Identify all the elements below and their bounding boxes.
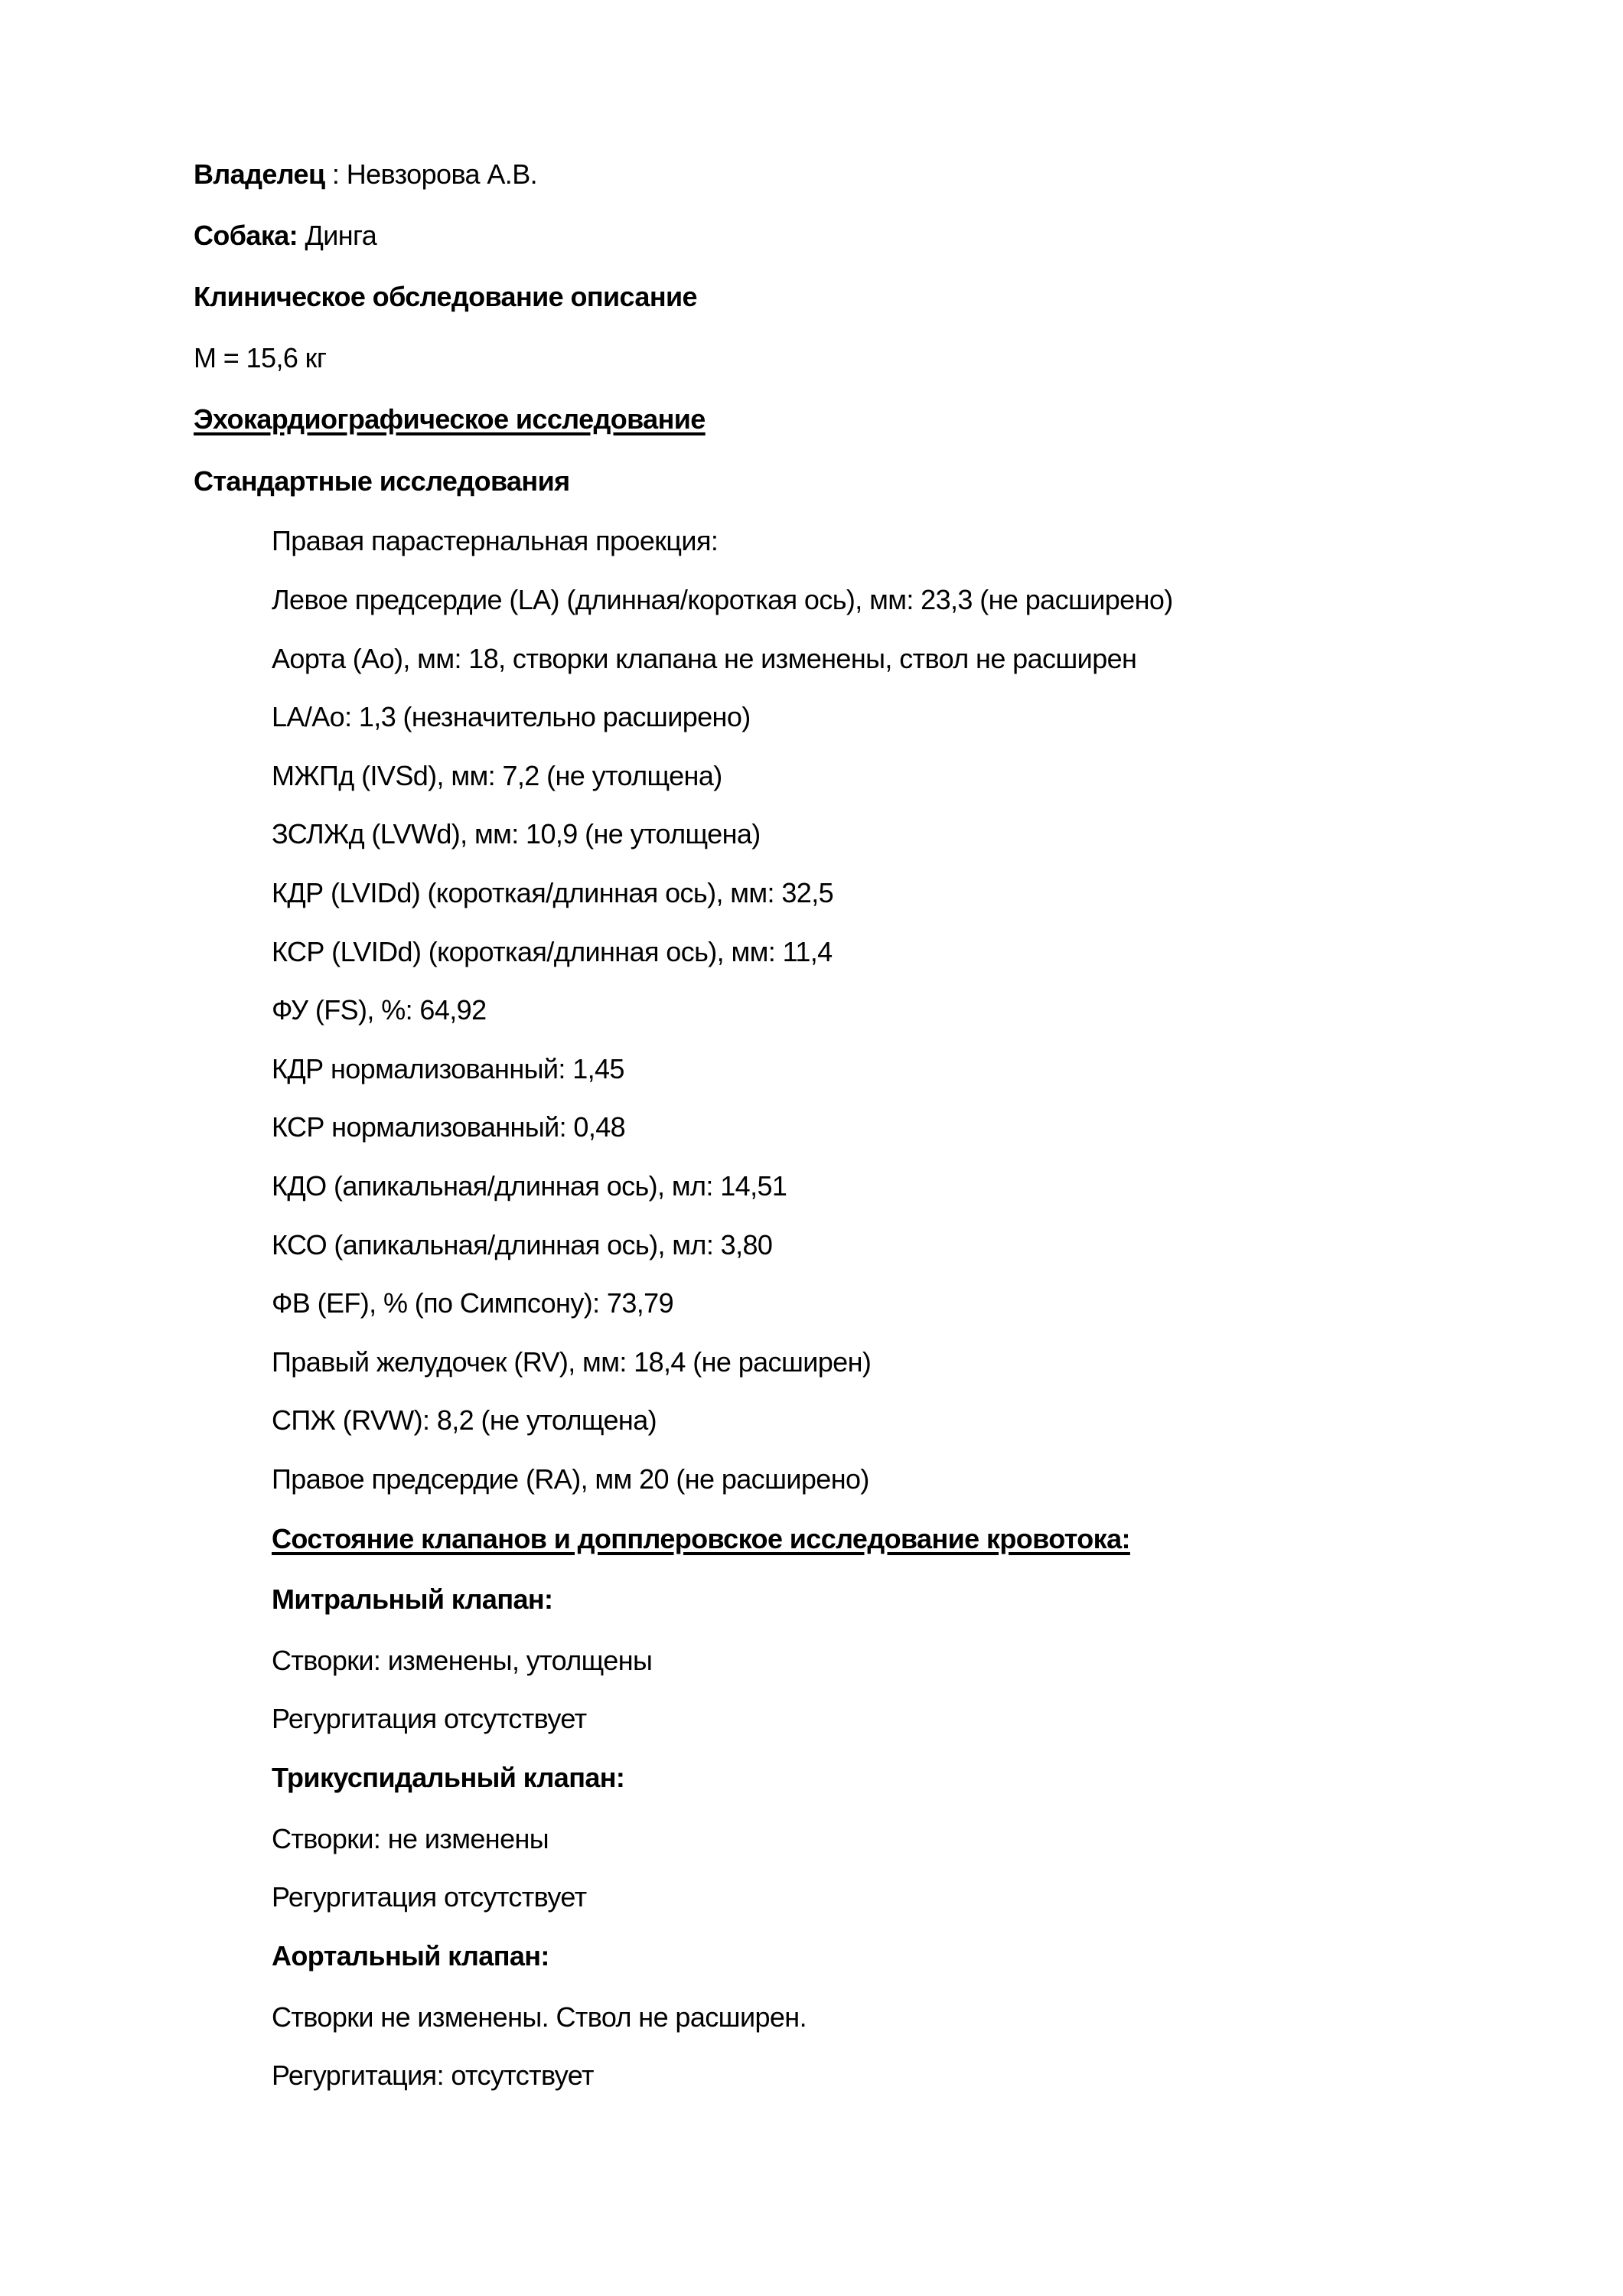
aortic-regurgitation: Регургитация: отсутствует [272, 2060, 594, 2091]
measurement-line: КСО (апикальная/длинная ось), мл: 3,80 [272, 1229, 773, 1261]
mitral-leaflets: Створки: изменены, утолщены [272, 1645, 653, 1676]
measurement-line: LA/Ao: 1,3 (незначительно расширено) [272, 701, 751, 732]
clinical-exam-heading: Клиническое обследование описание [194, 281, 697, 312]
dog-label: Собака: [194, 220, 298, 251]
dog-value: Динга [298, 220, 377, 251]
measurement-line: Аорта (Ао), мм: 18, створки клапана не изменены, ствол не расширен [272, 643, 1137, 674]
tricuspid-leaflets: Створки: не изменены [272, 1823, 549, 1854]
aortic-leaflets: Створки не изменены. Ствол не расширен. [272, 2001, 807, 2033]
valves-heading: Состояние клапанов и допплеровское исследование кровотока: [272, 1523, 1130, 1554]
tricuspid-valve-title: Трикуспидальный клапан: [272, 1762, 625, 1793]
measurement-line: Правый желудочек (RV), мм: 18,4 (не расширен) [272, 1346, 872, 1378]
measurement-line: ФВ (EF), % (по Симпсону): 73,79 [272, 1287, 674, 1319]
aortic-valve-title: Аортальный клапан: [272, 1940, 549, 1971]
measurement-line: КДР (LVIDd) (короткая/длинная ось), мм: 32,5 [272, 877, 834, 908]
weight-line: М = 15,6 кг [194, 342, 327, 373]
dog-line [194, 219, 376, 253]
echo-heading: Эхокардиографическое исследование [194, 403, 706, 435]
owner-value: Невзорова А.В. [346, 158, 538, 190]
measurement-line: СПЖ (RVW): 8,2 (не утолщена) [272, 1404, 657, 1436]
measurement-line: Правая парастернальная проекция: [272, 525, 719, 556]
owner-label: Владелец [194, 158, 325, 190]
mitral-regurgitation: Регургитация отсутствует [272, 1703, 587, 1734]
measurement-line: ЗСЛЖд (LVWd), мм: 10,9 (не утолщена) [272, 818, 761, 850]
mitral-valve-title: Митральный клапан: [272, 1583, 553, 1615]
measurement-line: КСР нормализованный: 0,48 [272, 1111, 626, 1143]
measurement-line: КСР (LVIDd) (короткая/длинная ось), мм: 11,4 [272, 936, 833, 967]
tricuspid-regurgitation: Регургитация отсутствует [272, 1881, 587, 1913]
measurement-line: КДО (апикальная/длинная ось), мл: 14,51 [272, 1170, 787, 1202]
measurement-line: КДР нормализованный: 1,45 [272, 1053, 624, 1084]
owner-separator: : [324, 158, 347, 190]
measurement-line: ФУ (FS), %: 64,92 [272, 994, 487, 1026]
measurement-line: Правое предсердие (RA), мм 20 (не расширено) [272, 1463, 869, 1495]
measurement-line: МЖПд (IVSd), мм: 7,2 (не утолщена) [272, 760, 722, 791]
standard-studies-heading: Стандартные исследования [194, 465, 570, 497]
measurement-line: Левое предсердие (LA) (длинная/короткая ось), мм: 23,3 (не расширено) [272, 584, 1173, 615]
owner-line [194, 158, 537, 191]
